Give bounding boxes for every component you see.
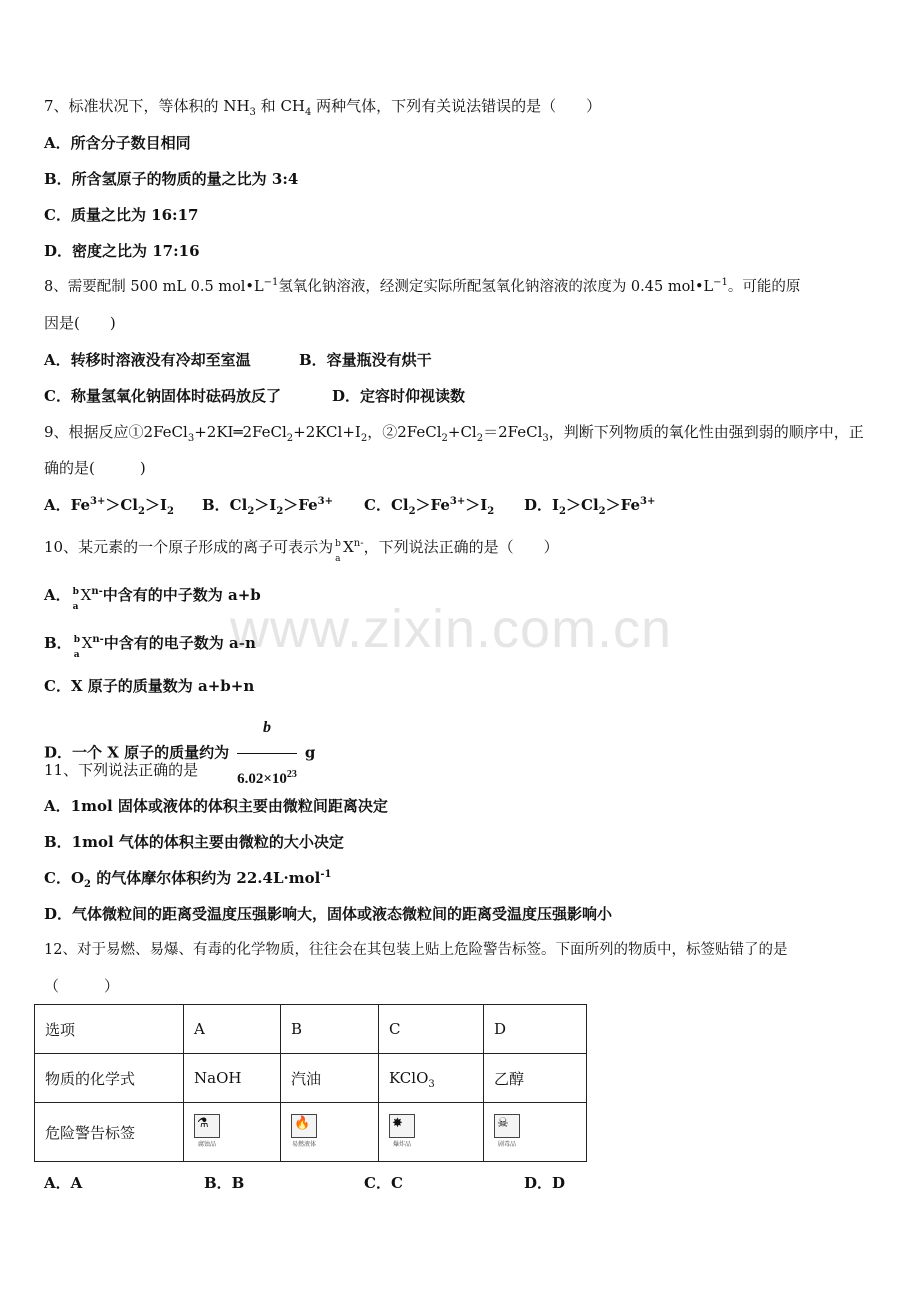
q7-option-c: C．质量之比为 16:17 [44, 206, 199, 224]
toxic-icon: ☠ [494, 1114, 520, 1138]
q9-options [44, 495, 656, 517]
table-cell: C [379, 1005, 484, 1054]
q7-stem: 7、标准状况下，等体积的 $NH_3$ 和 $CH_4$ 两种气体，下列有关说法错误的是（ ） [44, 97, 602, 118]
q10-option-c: C．X 原子的质量数为 a+b+n [44, 677, 255, 695]
table-cell: KClO$_3$ [379, 1054, 484, 1103]
q10-option-d: D．一个 X 原子的质量约为 $\frac{b}{6.02\times 10^{23}}$ g [44, 705, 315, 802]
table-cell: 物质的化学式 [35, 1054, 184, 1103]
q10-stem: 10、某元素的一个原子形成的离子可表示为 b a $X^{n-}$，下列说法正确的是（ ） [44, 538, 559, 564]
table-cell: NaOH [184, 1054, 281, 1103]
q9-option-d: D．$I_2>Cl_2>Fe^{3+}$ [524, 496, 656, 517]
table-cell: ☠ 剧毒品 [484, 1103, 587, 1162]
q7-option-a: A．所含分子数目相同 [44, 134, 191, 152]
table-cell: ⚗ 腐蚀品 [184, 1103, 281, 1162]
nuclide-notation: b a [335, 539, 341, 564]
table-row [35, 1005, 587, 1054]
fraction: $\frac{b}{6.02\times 10^{23}}$ [237, 705, 297, 802]
q8-stem-line2: 因是( ) [44, 314, 116, 332]
table-cell: B [281, 1005, 379, 1054]
corrosive-icon: ⚗ [194, 1114, 220, 1138]
q11-option-a: A．1mol 固体或液体的体积主要由微粒间距离决定 [44, 797, 388, 815]
table-cell: ✸ 爆炸品 [379, 1103, 484, 1162]
q9-option-b: B．$Cl_2>I_2>Fe^{3+}$ [202, 496, 334, 517]
q8-options-ab: A．转移时溶液没有冷却至室温 B．容量瓶没有烘干 [44, 351, 432, 369]
table-cell: 汽油 [281, 1054, 379, 1103]
q7-option-b: B．所含氢原子的物质的量之比为 3:4 [44, 170, 299, 188]
q12-option-d: D．D [524, 1174, 566, 1192]
q12-option-a: A．A [44, 1174, 83, 1192]
table-row [35, 1103, 587, 1162]
watermark: www.zixin.com.cn [230, 599, 673, 659]
q9-stem-line2: 确的是( ) [44, 459, 146, 477]
table-cell: 🔥 易燃液体 [281, 1103, 379, 1162]
q9-option-a: A．$Fe^{3+}>Cl_2>I_2$ [44, 496, 174, 517]
q9-option-c: C．$Cl_2>Fe^{3+}>I_2$ [364, 496, 495, 517]
q11-option-c: C．$O_2$ 的气体摩尔体积约为 22.4L·mol$^{-1}$ [44, 869, 332, 890]
table-cell: 乙醇 [484, 1054, 587, 1103]
q12-option-b: B．B [204, 1174, 245, 1192]
hazard-table [34, 1004, 587, 1162]
q11-option-b: B．1mol 气体的体积主要由微粒的大小决定 [44, 833, 344, 851]
q11-stem: 11、下列说法正确的是 [44, 761, 199, 779]
table-cell: D [484, 1005, 587, 1054]
q12-options [44, 1173, 566, 1193]
q7-option-d: D．密度之比为 17:16 [44, 242, 200, 260]
table-row [35, 1054, 587, 1103]
q12-stem: 12、对于易燃、易爆、有毒的化学物质，往往会在其包装上贴上危险警告标签。下面所列的物质中，标签贴错了的是 [44, 942, 788, 958]
q10-option-b: B． b a $X^{n-}$中含有的电子数为 a-n [44, 634, 256, 660]
table-cell: A [184, 1005, 281, 1054]
table-cell: 选项 [35, 1005, 184, 1054]
q9-stem: 9、根据反应$①2FeCl_3+2KI═2FeCl_2+2KCl+I_2$，$②2FeCl_2+Cl_2=2FeCl_3$，判断下列物质的氧化性由强到弱的顺序中，正 [44, 423, 864, 444]
flammable-icon: 🔥 [291, 1114, 317, 1138]
explosive-icon: ✸ [389, 1114, 415, 1138]
q10-option-a: A． b a $X^{n-}$中含有的中子数为 a+b [44, 586, 261, 612]
q12-option-c: C．C [364, 1174, 403, 1192]
q8-options-cd: C．称量氢氧化钠固体时砝码放反了 D．定容时仰视读数 [44, 387, 466, 405]
q12-stem-line2: （ ） [44, 977, 120, 995]
table-cell: 危险警告标签 [35, 1103, 184, 1162]
q11-option-d: D．气体微粒间的距离受温度压强影响大，固体或液态微粒间的距离受温度压强影响小 [44, 905, 613, 923]
q8-stem: 8、需要配制 500 mL 0.5 $mol•L^{-1}$氢氧化钠溶液，经测定实际所配氢氧化钠溶液的浓度为 0.45 $mol•L^{-1}$。可能的原 [44, 277, 801, 295]
